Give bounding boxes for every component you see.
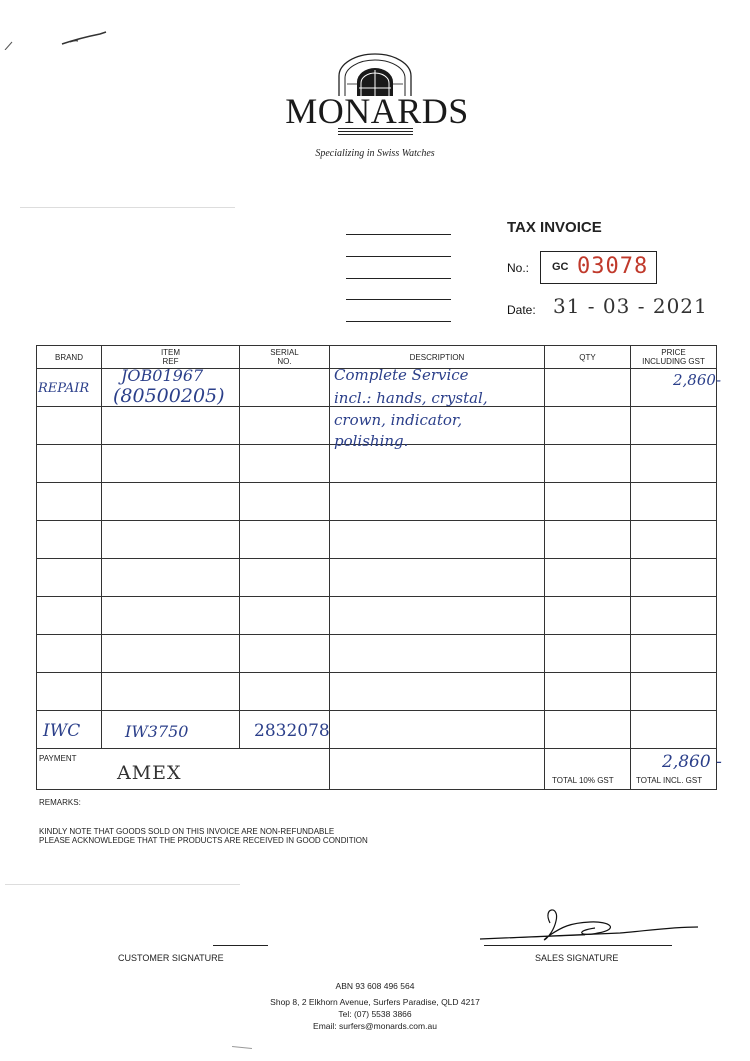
watch-serial: 2832078 (254, 721, 330, 741)
address-line (346, 299, 451, 300)
table-row (37, 673, 717, 711)
watch-brand: IWC (43, 721, 81, 741)
table-row (37, 483, 717, 521)
table-row (37, 521, 717, 559)
tagline: Specializing in Swiss Watches (315, 148, 435, 159)
address-line (346, 256, 451, 257)
watch-item-ref: IW3750 (125, 722, 189, 741)
total-incl-label: TOTAL INCL. GST (636, 776, 703, 785)
entry-description-2: incl.: hands, crystal, (334, 389, 488, 407)
footer-email: Email: surfers@monards.com.au (313, 1021, 437, 1031)
customer-signature-line (213, 945, 268, 946)
entry-item-ref-2: (80500205) (113, 385, 225, 407)
brand-underline (338, 134, 413, 135)
payment-value: AMEX (117, 762, 182, 784)
entry-description-1: Complete Service (334, 366, 469, 384)
pen-mark (0, 20, 120, 50)
brand-name: MONARDS (285, 91, 469, 131)
faint-mark (232, 1046, 252, 1049)
footer-abn: ABN 93 608 496 564 (335, 981, 415, 991)
date-value: 31 - 03 - 2021 (553, 294, 708, 318)
remarks-note-1: KINDLY NOTE THAT GOODS SOLD ON THIS INVOICE ARE NON-REFUNDABLE (39, 827, 335, 836)
entry-description-3: crown, indicator, (334, 411, 463, 429)
address-line (346, 234, 451, 235)
col-description: DESCRIPTION (330, 346, 545, 369)
remarks-label: REMARKS: (39, 798, 81, 807)
col-qty: QTY (545, 346, 631, 369)
invoice-title: TAX INVOICE (507, 219, 602, 236)
col-price: PRICE INCLUDING GST (631, 346, 717, 369)
customer-signature-label: CUSTOMER SIGNATURE (118, 953, 224, 963)
remarks-note-2: PLEASE ACKNOWLEDGE THAT THE PRODUCTS ARE RECEIVED IN GOOD CONDITION (39, 836, 368, 845)
col-item-ref: ITEM REF (102, 346, 240, 369)
entry-item-ref-1: JOB01967 (121, 366, 204, 385)
payment-label: PAYMENT (39, 754, 77, 763)
col-brand: BRAND (37, 346, 102, 369)
total-incl-value: 2,860 - (662, 752, 722, 772)
table-row (37, 597, 717, 635)
address-line (346, 278, 451, 279)
faint-line (5, 884, 240, 885)
entry-price: 2,860- (673, 371, 722, 389)
table-row (37, 635, 717, 673)
sales-signature-label: SALES SIGNATURE (535, 953, 619, 963)
sales-signature-line (484, 945, 672, 946)
date-label: Date: (507, 303, 536, 317)
brand-underline (338, 128, 413, 129)
entry-description-4: polishing. (334, 432, 409, 450)
footer-tel: Tel: (07) 5538 3866 (338, 1009, 412, 1019)
footer-address: Shop 8, 2 Elkhorn Avenue, Surfers Paradise, QLD 4217 (270, 997, 480, 1007)
table-row (37, 445, 717, 483)
faint-line (20, 207, 235, 208)
sales-signature-scribble (470, 905, 705, 950)
col-serial: SERIAL NO. (240, 346, 330, 369)
brand-underline (338, 131, 413, 132)
invoice-no-label: No.: (507, 261, 530, 275)
invoice-no-value: 03078 (577, 254, 649, 279)
invoice-no-box (540, 251, 657, 284)
total-gst-label: TOTAL 10% GST (552, 776, 614, 785)
table-row (37, 559, 717, 597)
address-line (346, 321, 451, 322)
invoice-no-prefix: GC (552, 261, 569, 273)
entry-brand: REPAIR (38, 381, 90, 396)
